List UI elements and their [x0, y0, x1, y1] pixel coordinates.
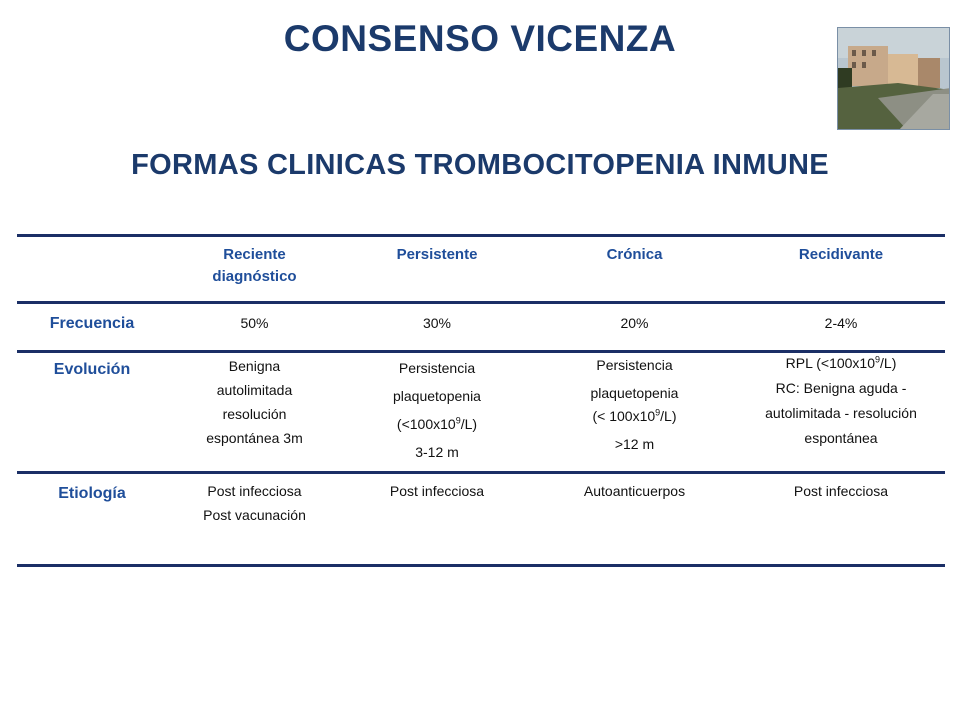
evolucion-cronica-unit: /L)	[660, 408, 677, 424]
evolucion-cronica-line4: >12 m	[614, 436, 655, 452]
evolucion-reciente-line4: espontánea 3m	[206, 430, 303, 446]
header-persistente: Persistente	[396, 246, 478, 263]
etiologia-recidivante: Post infecciosa	[793, 483, 889, 499]
evolucion-cronica-exponent: 9	[655, 407, 661, 418]
etiologia-reciente	[167, 479, 342, 527]
evolucion-persistente-line4: 3-12 m	[415, 444, 459, 460]
etiologia-persistente: Post infecciosa	[389, 483, 485, 499]
evolucion-recidivante-unit: /L)	[880, 355, 897, 371]
evolucion-persistente-value: (<100x10	[396, 416, 456, 432]
frecuencia-recidivante: 2-4%	[824, 315, 858, 331]
frecuencia-cronica: 20%	[620, 315, 649, 331]
evolucion-cronica-line2: plaquetopenia	[590, 385, 679, 401]
table-rule-top	[17, 234, 945, 237]
evolucion-cronica-value: (< 100x10	[592, 408, 656, 424]
evolucion-persistente	[342, 354, 532, 466]
evolucion-reciente-line1: Benigna	[228, 358, 281, 374]
header-recidivante: Recidivante	[798, 246, 884, 263]
evolucion-cronica	[532, 354, 737, 456]
evolucion-persistente-unit: /L)	[460, 416, 478, 432]
evolucion-persistente-line2: plaquetopenia	[393, 388, 481, 404]
header-reciente-line1: Reciente	[223, 246, 286, 263]
header-reciente	[167, 244, 342, 288]
evolucion-recidivante-value: RPL (<100x10	[785, 355, 875, 371]
table-rule-evolucion	[17, 471, 945, 474]
table-rule-bottom	[17, 564, 945, 567]
slide-title: CONSENSO VICENZA	[283, 18, 677, 59]
row-label-evolucion: Evolución	[53, 361, 131, 378]
vicenza-canal-photo	[837, 27, 950, 130]
row-label-frecuencia: Frecuencia	[49, 315, 135, 332]
evolucion-reciente	[167, 354, 342, 450]
evolucion-persistente-line3	[342, 410, 532, 438]
etiologia-cronica: Autoanticuerpos	[583, 483, 686, 499]
slide-subtitle: FORMAS CLINICAS TROMBOCITOPENIA INMUNE	[131, 149, 829, 181]
row-label-etiologia: Etiología	[58, 485, 126, 502]
evolucion-recidivante-line2: RC: Benigna aguda -	[775, 380, 907, 396]
header-cronica: Crónica	[606, 246, 663, 263]
evolucion-reciente-line3: resolución	[222, 406, 287, 422]
evolucion-persistente-exponent: 9	[455, 415, 461, 426]
evolucion-recidivante	[737, 351, 945, 451]
header-reciente-line2: diagnóstico	[212, 268, 297, 285]
evolucion-recidivante-line3: autolimitada - resolución	[765, 405, 917, 421]
evolucion-recidivante-exponent: 9	[875, 354, 881, 365]
table-rule-header	[17, 301, 945, 304]
evolucion-recidivante-line4: espontánea	[804, 430, 878, 446]
evolucion-recidivante-line1	[737, 351, 945, 376]
etiologia-reciente-line1: Post infecciosa	[207, 483, 302, 499]
evolucion-reciente-line2: autolimitada	[216, 382, 293, 398]
frecuencia-reciente: 50%	[240, 315, 269, 331]
etiologia-reciente-line2: Post vacunación	[203, 507, 306, 523]
frecuencia-persistente: 30%	[422, 315, 452, 331]
evolucion-cronica-line1: Persistencia	[596, 357, 673, 373]
evolucion-cronica-line3	[532, 405, 737, 428]
evolucion-persistente-line1: Persistencia	[398, 360, 476, 376]
